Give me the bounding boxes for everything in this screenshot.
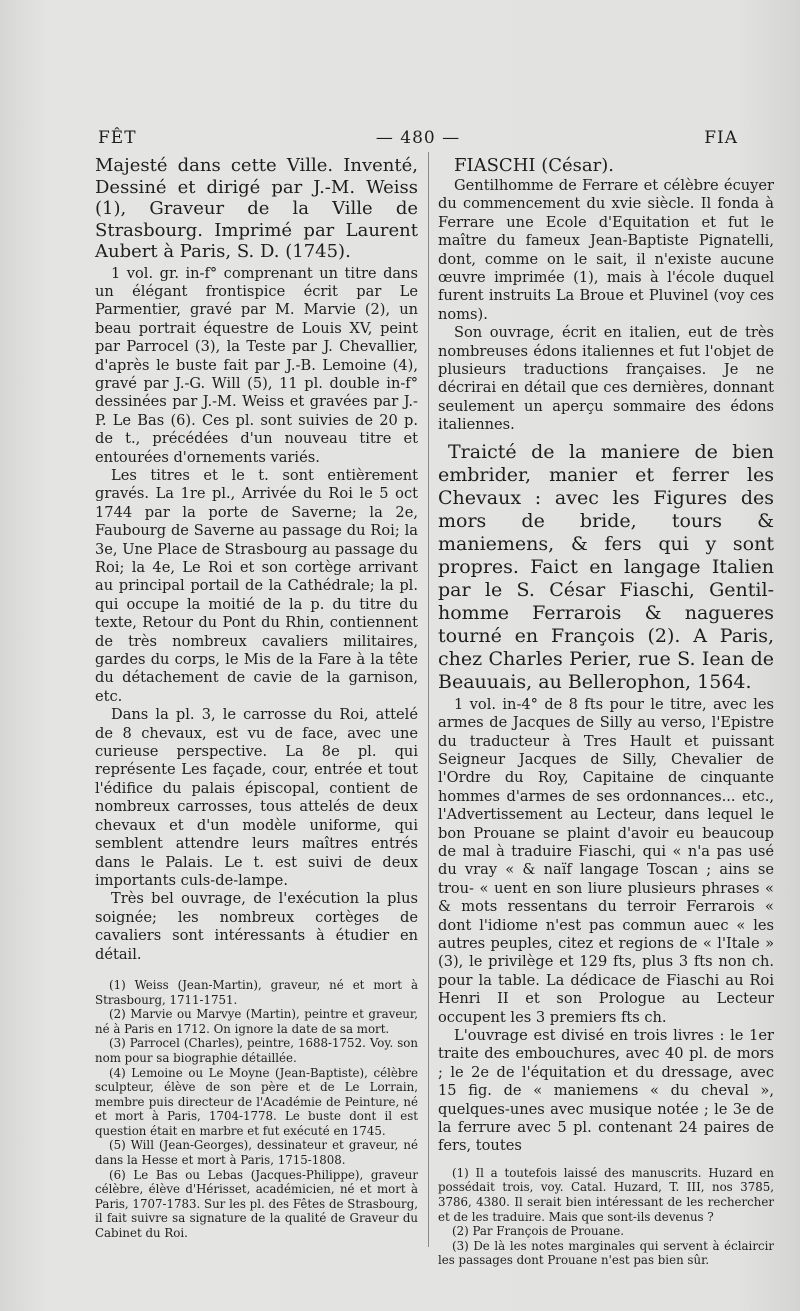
footnote-3: (3) Parrocel (Charles), peintre, 1688-1752. Voy. son nom pour sa biographie détaillée.: [95, 1036, 418, 1065]
footnote-5: (5) Will (Jean-Georges), dessinateur et graveur, né dans la Hesse et mort à Paris, 1715-1808.: [95, 1138, 418, 1168]
footnote-r3: (3) De là les notes marginales qui servent à éclaircir les passages dont Prouane n'est pas bien sûr.: [438, 1238, 774, 1268]
header-left-keyword: FÊT: [98, 128, 137, 148]
footnote-6: (6) Le Bas ou Lebas (Jacques-Philippe), graveur célèbre, élève d'Hérisset, académicien, né et mort à Paris, 1707-1783. Sur les pl. des Fêtes de Strasbourg, il fait suivre sa signature de la qualité de Graveur du Cabinet du Roi.: [95, 1167, 418, 1241]
contents-paragraph: L'ouvrage est divisé en trois livres : le 1er traite des embouchures, avec 40 pl. de mors ; le 2e de l'équitation et du dressage, avec 15 fig. de « maniemens « du cheval », quelques-unes avec musique notée ; le 3e de la ferrure avec 5 pl. contenant 24 paires de fers, toutes: [438, 1027, 774, 1155]
carriage-paragraph: Dans la pl. 3, le carrosse du Roi, attelé de 8 chevaux, est vu de face, avec une curieuse perspective. La 8e pl. qui représente Les façade, cour, entrée et tout l'édifice du palais épiscopal, contient de nombreux carrosses, tous attelés de deux chevaux et d'un modèle uniforme, qui semblent attendre leurs maîtres entrés dans le Palais. Le t. est suivi de deux importants culs-de-lampe.: [95, 706, 418, 889]
right-footnotes: [438, 1166, 774, 1268]
left-column: [95, 155, 418, 1241]
footnote-r2: (2) Par François de Prouane.: [452, 1224, 624, 1239]
header-right-keyword: FIA: [704, 128, 738, 148]
right-column: [438, 155, 774, 1268]
footnote-r1: (1) Il a toutefois laissé des manuscrits. Huzard en possédait trois, voy. Catal. Huzard, T. III, nos 3785, 3786, 4380. Il serait bien intéressant de les rechercher et de les traduire. Mais que sont-ils devenus ?: [438, 1165, 774, 1224]
page-number: — 480 —: [375, 128, 461, 148]
footnote-4: (4) Lemoine ou Le Moyne (Jean-Baptiste), célèbre sculpteur, élève de son père et de Le Lorrain, membre puis directeur de l'Académie de Peinture, né et mort à Paris, 1704-1778. Le buste dont il est question était en marbre et fut exécuté en 1745.: [95, 1065, 418, 1138]
assessment-paragraph: Très bel ouvrage, de l'exécution la plus soignée; les nombreux cortèges de cavaliers sont intéressants à étudier en détail.: [95, 890, 418, 963]
left-footnotes: [95, 978, 418, 1241]
editions-paragraph: Son ouvrage, écrit en italien, eut de très nombreuses édons italiennes et fut l'objet de plusieurs traductions françaises. Je ne décrirai en détail que ces dernières, donnant seulement un aperçu sommaire des édons italiennes.: [438, 324, 774, 434]
author-heading: FIASCHI (César).: [454, 155, 614, 176]
collation-paragraph: 1 vol. in-4° de 8 fts pour le titre, avec les armes de Jacques de Silly au verso, l'Epistre du traducteur à Tres Hault et puissant Seigneur Jacques de Silly, Chevalier de l'Ordre du Roy, Capitaine de cinquante hommes d'armes de ses ordonnances... etc., l'Advertissement au Lecteur, dans lequel le bon Prouane se plaint d'avoir eu beaucoup de mal à traduire Fiaschi, qui « n'a pas usé du vray « & naïf langage Toscan ; ains se trou- « uent en son liure plusieurs phrases « & mots ressentans du terroir Ferrarois « dont l'idiome n'est pas commun auec « les autres peuples, citez et regions de « l'Itale » (3), le privilège et 129 fts, plus 3 fts non ch. pour la table. La dédicace de Fiaschi au Roi Henri II et son Prologue au Lecteur occupent les 3 premiers fts ch.: [438, 695, 774, 1026]
column-divider: [428, 152, 429, 1247]
description-paragraph: 1 vol. gr. in-f° comprenant un titre dans un élégant frontispice écrit par Le Parmentier, gravé par M. Marvie (2), un beau portrait équestre de Louis XV, peint par Parrocel (3), la Teste par J. Chevallier, d'après le buste fait par J.-B. Lemoine (4), gravé par J.-G. Will (5), 11 pl. double in-f° dessinées par J.-M. Weiss et gravées par J.-P. Le Bas (6). Ces pl. sont suivies de 20 p. de t., précédées d'un nouveau titre et entourées d'ornements variés.: [95, 264, 418, 466]
book-title: Traicté de la maniere de bien embrider, manier et ferrer les Chevaux : avec les Figures des mors de bride, tours & maniemens, & fers qui y sont propres. Faict en langage Italien par le S. César Fiaschi, Gentil-homme Ferrarois & nagueres tourné en François (2). A Paris, chez Charles Perier, rue S. Iean de Beauuais, au Bellerophon, 1564.: [438, 440, 774, 693]
entry-title-continuation: Majesté dans cette Ville. Inventé, Dessiné et dirigé par J.-M. Weiss (1), Graveur de la Ville de Strasbourg. Imprimé par Laurent Aubert à Paris, S. D. (1745).: [95, 155, 418, 262]
biography-paragraph: Gentilhomme de Ferrare et célèbre écuyer du commencement du xvie siècle. Il fonda à Ferrare une Ecole d'Equitation et fut le maître du fameux Jean-Baptiste Pignatelli, dont, comme on le sait, il n'existe aucune œuvre imprimée (1), mais à l'école duquel furent instruits La Broue et Pluvinel (voy ces noms).: [438, 177, 774, 323]
running-header: [98, 128, 738, 154]
plates-paragraph: Les titres et le t. sont entièrement gravés. La 1re pl., Arrivée du Roi le 5 oct 1744 par la porte de Saverne; la 2e, Faubourg de Saverne au passage du Roi; la 3e, Une Place de Strasbourg au passage du Roi; la 4e, Le Roi et son cortège arrivant au principal portail de la Cathédrale; la pl. qui occupe la moitié de la p. du titre du texte, Retour du Pont du Rhin, contiennent de très nombreux cavaliers militaires, gardes du corps, le Mis de la Fare à la tête du détachement de cavie de la garnison, etc.: [95, 466, 418, 705]
footnote-2: (2) Marvie ou Marvye (Martin), peintre et graveur, né à Paris en 1712. On ignore la date de sa mort.: [95, 1007, 418, 1036]
footnote-1: (1) Weiss (Jean-Martin), graveur, né et mort à Strasbourg, 1711-1751.: [95, 977, 418, 1007]
